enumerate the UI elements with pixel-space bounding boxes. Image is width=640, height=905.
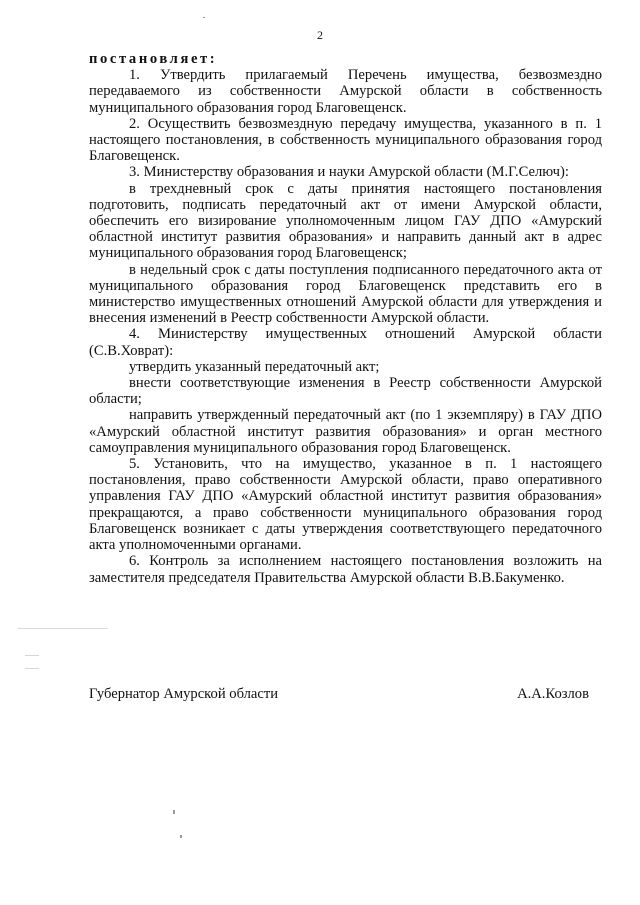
paragraph-item-5: 5. Установить, что на имущество, указанное в п. 1 настоящего постановления, право собственности Амурской области, право оперативного управления ГАУ ДПО «Амурский областной институт развития образования» прекращаются, а право собственности муниципального образования город Благовещенск возникает с даты утверждения соответствующего передаточного акта уполномоченными органами. [89,456,602,554]
paragraph-item-3: 3. Министерству образования и науки Амурской области (М.Г.Селюч): [129,164,569,181]
signature-block [89,686,589,703]
document-body [89,51,602,586]
signatory-name: А.А.Козлов [517,686,589,702]
paragraph-item-4: 4. Министерству имущественных отношений Амурской области (С.В.Ховрат): [89,326,602,359]
scan-artifact [203,17,205,18]
resolves-heading: постановляет: [89,51,218,67]
page-number: 2 [317,28,323,42]
paragraph-item-4-sub-2: внести соответствующие изменения в Реестр собственности Амурской области; [89,375,602,408]
scan-artifact [25,655,39,656]
scan-artifact [25,668,39,669]
scan-artifact [173,810,175,814]
paragraph-item-4-sub-3: направить утвержденный передаточный акт (по 1 экземпляру) в ГАУ ДПО «Амурский областной институт развития образования» и орган местного самоуправления муниципального образования город Благовещенск. [89,407,602,456]
paragraph-item-4-sub-1: утвердить указанный передаточный акт; [129,358,380,375]
signatory-position: Губернатор Амурской области [89,686,279,702]
paragraph-item-3-sub-2: в недельный срок с даты поступления подписанного передаточного акта от муниципального образования город Благовещенск представить его в министерство имущественных отношений Амурской области для утверждения и внесения изменений в Реестр собственности Амурской области. [89,261,602,327]
paragraph-item-1: 1. Утвердить прилагаемый Перечень имущества, безвозмездно передаваемого из собственности Амурской области в собственность муниципального образования город Благовещенск. [89,67,602,116]
paragraph-item-3-sub-1: в трехдневный срок с даты принятия настоящего постановления подготовить, подписать передаточный акт от имени Амурской области, обеспечить его визирование уполномоченным лицом ГАУ ДПО «Амурский областной институт развития образования» и направить данный акт в адрес муниципального образования город Благовещенск; [89,180,602,262]
paragraph-item-6: 6. Контроль за исполнением настоящего постановления возложить на заместителя председателя Правительства Амурской области В.В.Бакуменко. [89,553,602,586]
scan-artifact [180,835,182,838]
paragraph-item-2: 2. Осуществить безвозмездную передачу имущества, указанного в п. 1 настоящего постановления, в собственность муниципального образования город Благовещенск. [89,115,602,165]
scan-artifact [18,628,108,629]
